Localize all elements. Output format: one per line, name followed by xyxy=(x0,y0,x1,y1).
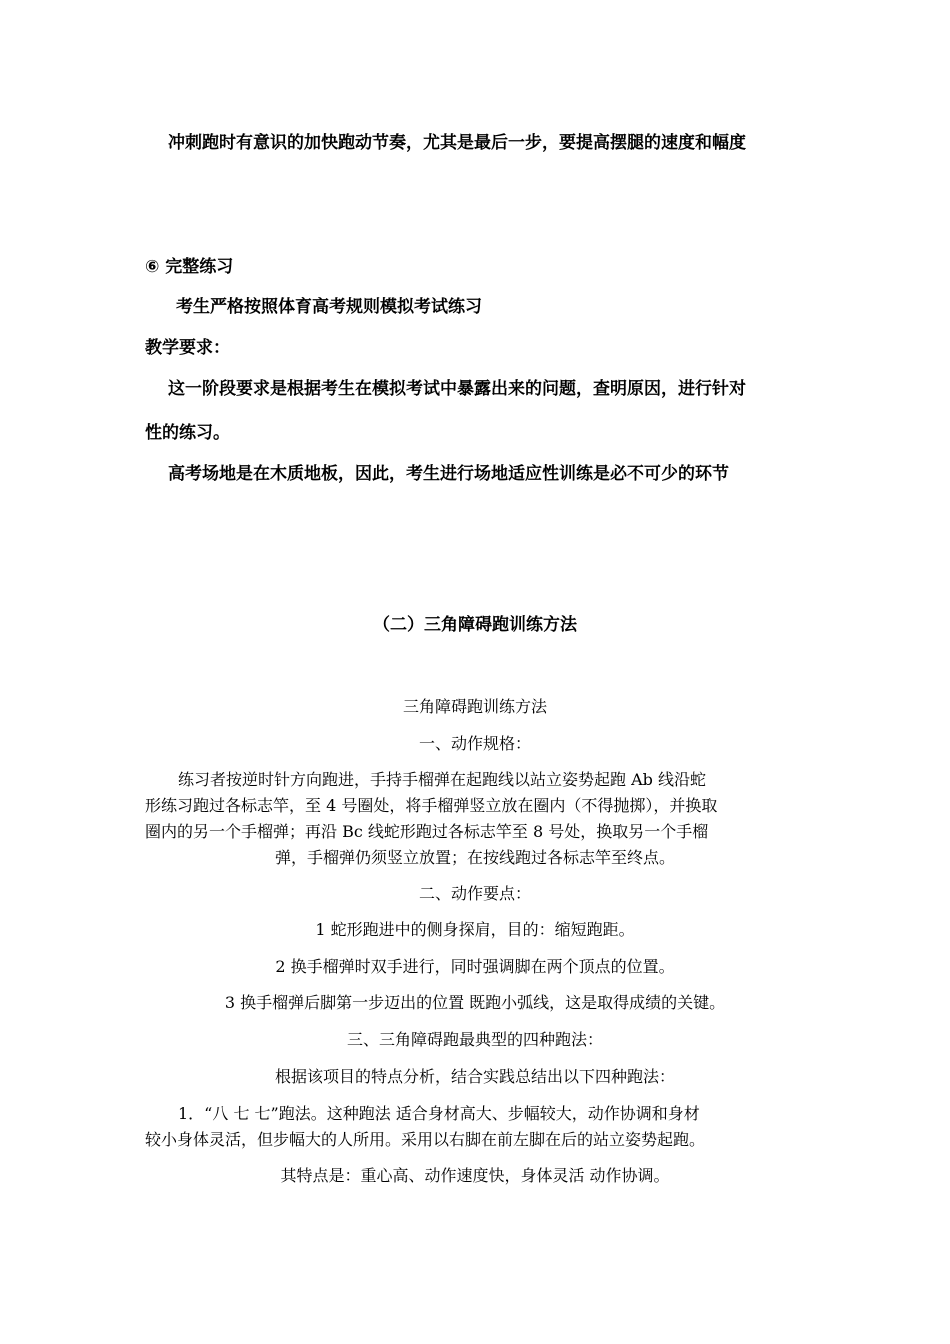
heading-complete-practice: ⑥ 完整练习 xyxy=(145,257,234,277)
heading-action-spec: 一、动作规格： xyxy=(418,734,531,753)
spec-line-4: 弹，手榴弹仍须竖立放置；在按线跑过各标志竿至终点。 xyxy=(274,848,675,867)
spec-line-3: 圈内的另一个手榴弹；再沿 Bc 线蛇形跑过各标志竿至 8 号处，换取另一个手榴 xyxy=(145,822,709,841)
point-1: 1 蛇形跑进中的侧身探肩，目的：缩短跑距。 xyxy=(315,920,635,939)
method1-feature: 其特点是：重心高、动作速度快，身体灵活 动作协调。 xyxy=(280,1166,670,1185)
label-teaching-requirements: 教学要求： xyxy=(145,338,230,358)
method1-line-2: 较小身体灵活，但步幅大的人所用。采用以右脚在前左脚在后的站立姿势起跑。 xyxy=(145,1130,706,1149)
heading-four-methods: 三、三角障碍跑最典型的四种跑法： xyxy=(346,1030,603,1049)
methods-intro: 根据该项目的特点分析，结合实践总结出以下四种跑法： xyxy=(274,1067,675,1086)
spec-line-2: 形练习跑过各标志竿，至 4 号圈处，将手榴弹竖立放在圈内（不得抛掷），并换取 xyxy=(145,796,718,815)
section-subtitle: 三角障碍跑训练方法 xyxy=(402,697,547,716)
point-3: 3 换手榴弹后脚第一步迈出的位置 既跑小弧线，这是取得成绩的关键。 xyxy=(224,993,726,1012)
point-2: 2 换手榴弹时双手进行，同时强调脚在两个顶点的位置。 xyxy=(275,957,675,976)
paragraph-venue: 高考场地是在木质地板，因此，考生进行场地适应性训练是必不可少的环节 xyxy=(168,464,729,484)
paragraph-requirements-line2: 性的练习。 xyxy=(145,423,230,443)
section-title: （二）三角障碍跑训练方法 xyxy=(373,615,577,635)
spec-line-1: 练习者按逆时针方向跑进，手持手榴弹在起跑线以站立姿势起跑 Ab 线沿蛇 xyxy=(178,770,706,789)
heading-action-points: 二、动作要点： xyxy=(418,884,531,903)
method1-line-1: 1．“八 七 七”跑法。这种跑法 适合身材高大、步幅较大，动作协调和身材 xyxy=(178,1104,700,1123)
paragraph-requirements-line1: 这一阶段要求是根据考生在模拟考试中暴露出来的问题，查明原因，进行针对 xyxy=(168,379,746,399)
paragraph-sprint-rhythm: 冲刺跑时有意识的加快跑动节奏，尤其是最后一步，要提高摆腿的速度和幅度 xyxy=(168,133,746,153)
paragraph-mock-exam: 考生严格按照体育高考规则模拟考试练习 xyxy=(176,297,482,317)
